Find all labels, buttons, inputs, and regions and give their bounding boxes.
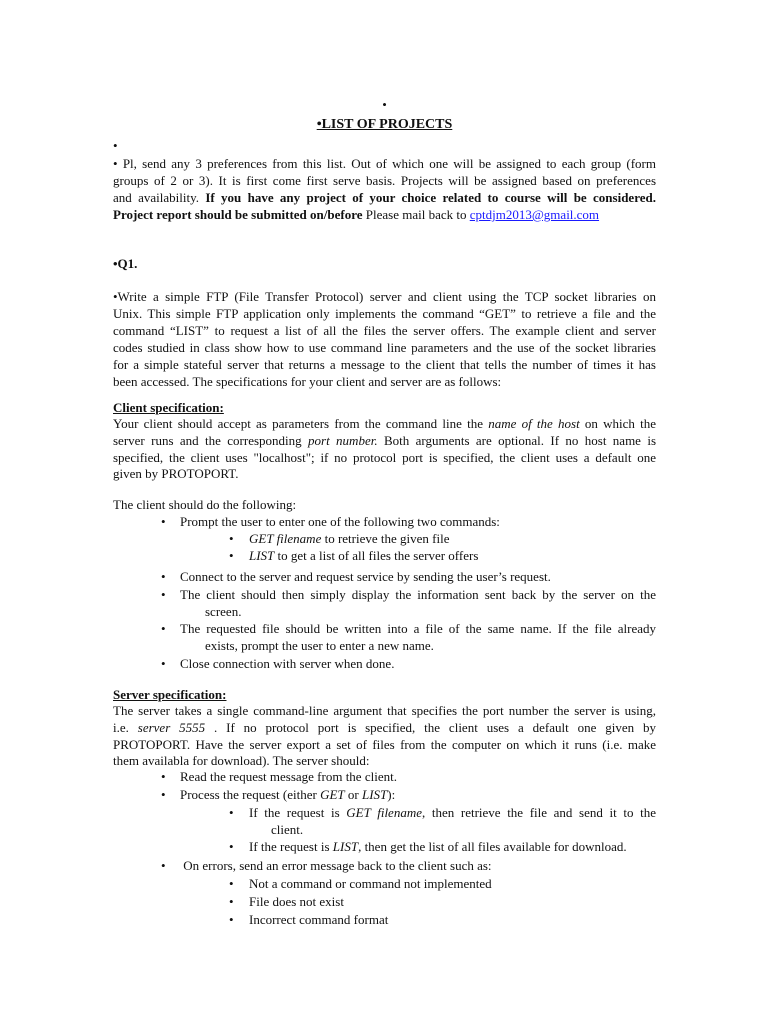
server-sub-1-line-1 bbox=[249, 804, 656, 821]
server-item-2-list: LIST bbox=[361, 787, 388, 802]
bullet-dot: • bbox=[161, 621, 166, 636]
server-item-2-get: GET bbox=[320, 787, 345, 802]
server-l2-b: . If no protocol port is specified, the client uses a default one given by bbox=[205, 720, 656, 735]
server-item-1: Read the request message from the client. bbox=[180, 769, 397, 784]
intro-line-3-bold: If you have any project of your choice related to course will be considered. bbox=[205, 190, 656, 205]
server-sub-1-a: If the request is bbox=[249, 805, 347, 820]
server-item-2-or: or bbox=[344, 787, 362, 802]
client-sub-1-italic: GET filename bbox=[249, 531, 322, 546]
client-l1-b: on which the bbox=[579, 416, 656, 431]
client-l2-b: Both arguments are optional. If no host name is bbox=[377, 433, 656, 448]
bullet-dot: • bbox=[161, 569, 166, 584]
client-spec-line-4: given by PROTOPORT. bbox=[113, 466, 239, 481]
client-item-2: Connect to the server and request service by sending the user’s request. bbox=[180, 569, 551, 584]
server-sub-1-b: , then retrieve the file and send it to the bbox=[421, 805, 656, 820]
server-error-3: Incorrect command format bbox=[249, 912, 389, 927]
intro-deadline-bold: Project report should be submitted on/before bbox=[113, 207, 363, 222]
bullet-dot: • bbox=[229, 839, 234, 854]
client-do-following: The client should do the following: bbox=[113, 497, 297, 512]
client-item-5: Close connection with server when done. bbox=[180, 656, 395, 671]
client-l1-a: Your client should accept as parameters from the command line the bbox=[113, 416, 489, 431]
server-item-2-a: Process the request (either bbox=[180, 787, 321, 802]
server-spec-line-1: The server takes a single command-line argument that specifies the port number the server is using, bbox=[113, 703, 656, 718]
client-sub-2-text: to get a list of all files the server offers bbox=[274, 548, 479, 563]
client-l2-a: server runs and the corresponding bbox=[113, 433, 309, 448]
q1-line-4: codes studied in class show how to use command line parameters and the use of the socket libraries bbox=[113, 340, 656, 355]
q1-line-3: command “LIST” to request a list of all the files the server offers. The example client and server bbox=[113, 323, 656, 338]
intro-line-4 bbox=[113, 206, 656, 223]
top-bullet: • bbox=[382, 97, 387, 112]
bullet-dot: • bbox=[161, 656, 166, 671]
client-item-4-line-1: The requested file should be written into a file of the same name. If the file already bbox=[180, 621, 656, 636]
bullet-dot: • bbox=[161, 587, 166, 602]
q1-line-2: Unix. This simple FTP application only implements the command “GET” to retrieve a file and the bbox=[113, 306, 656, 321]
bullet-dot: • bbox=[229, 894, 234, 909]
server-item-2 bbox=[180, 786, 656, 803]
bullet-dot: • bbox=[229, 912, 234, 927]
server-sub-2-a: If the request is bbox=[249, 839, 333, 854]
server-sub-1-italic: GET filename bbox=[346, 805, 422, 820]
client-sub-1 bbox=[249, 530, 656, 547]
bullet-dot: • bbox=[229, 548, 234, 563]
bullet-dot: • bbox=[161, 787, 166, 802]
client-item-3-line-2: screen. bbox=[205, 604, 242, 619]
server-spec-line-2 bbox=[113, 719, 656, 736]
client-sub-1-text: to retrieve the given file bbox=[321, 531, 450, 546]
server-error-2: File does not exist bbox=[249, 894, 344, 909]
server-l2-italic: server 5555 bbox=[137, 720, 206, 735]
q1-line-1: •Write a simple FTP (File Transfer Protocol) server and client using the TCP socket libraries on bbox=[113, 289, 656, 304]
page-title: •LIST OF PROJECTS bbox=[316, 117, 453, 132]
q1-line-5: for a simple stateful server that returns a message to the client that tells the number of times it has bbox=[113, 357, 656, 372]
server-sub-2-b: , then get the list of all files available for download. bbox=[358, 839, 627, 854]
client-item-4-line-2: exists, prompt the user to enter a new name. bbox=[205, 638, 434, 653]
client-item-3-line-1: The client should then simply display the information sent back by the server on the bbox=[180, 587, 656, 602]
bullet-dot: • bbox=[161, 858, 166, 873]
intro-line-1: • Pl, send any 3 preferences from this list. Out of which one will be assigned to each group (form bbox=[113, 156, 656, 171]
client-item-1: Prompt the user to enter one of the following two commands: bbox=[180, 514, 500, 529]
email-link[interactable]: cptdjm2013@gmail.com bbox=[469, 207, 600, 222]
server-l2-a: i.e. bbox=[113, 720, 138, 735]
q1-line-6: been accessed. The specifications for your client and server are as follows: bbox=[113, 374, 502, 389]
client-spec-line-3: specified, the client uses "localhost"; if no protocol port is specified, the client uses a default one bbox=[113, 450, 656, 465]
q1-heading: •Q1. bbox=[113, 256, 138, 271]
bullet-dot: • bbox=[229, 531, 234, 546]
empty-bullet: • bbox=[113, 138, 118, 153]
client-sub-2-italic: LIST bbox=[249, 548, 275, 563]
bullet-dot: • bbox=[161, 769, 166, 784]
client-sub-2 bbox=[249, 547, 656, 564]
server-error-1: Not a command or command not implemented bbox=[249, 876, 492, 891]
client-spec-heading: Client specification: bbox=[113, 400, 224, 415]
server-sub-2 bbox=[249, 838, 656, 855]
server-sub-1-line-2: client. bbox=[271, 822, 304, 837]
intro-line-3-text: and availability. bbox=[113, 190, 206, 205]
server-item-3: On errors, send an error message back to the client such as: bbox=[180, 858, 492, 873]
client-spec-line-1 bbox=[113, 415, 656, 432]
bullet-dot: • bbox=[229, 876, 234, 891]
server-spec-line-3: PROTOPORT. Have the server export a set of files from the computer on which it runs (i.e. make bbox=[113, 737, 656, 752]
server-item-2-c: ): bbox=[387, 787, 396, 802]
intro-line-2: groups of 2 or 3). It is first come first serve basis. Projects will be assigned based on preferences bbox=[113, 173, 656, 188]
bullet-dot: • bbox=[229, 805, 234, 820]
intro-line-3 bbox=[113, 189, 656, 206]
intro-mail-text: Please mail back to bbox=[362, 207, 470, 222]
server-spec-heading: Server specification: bbox=[113, 687, 227, 702]
client-l1-italic: name of the host bbox=[488, 416, 580, 431]
server-spec-line-4: them availabla for download). The server should: bbox=[113, 753, 370, 768]
client-l2-italic: port number. bbox=[308, 433, 378, 448]
client-spec-line-2 bbox=[113, 432, 656, 449]
bullet-dot: • bbox=[161, 514, 166, 529]
server-sub-2-italic: LIST bbox=[332, 839, 359, 854]
